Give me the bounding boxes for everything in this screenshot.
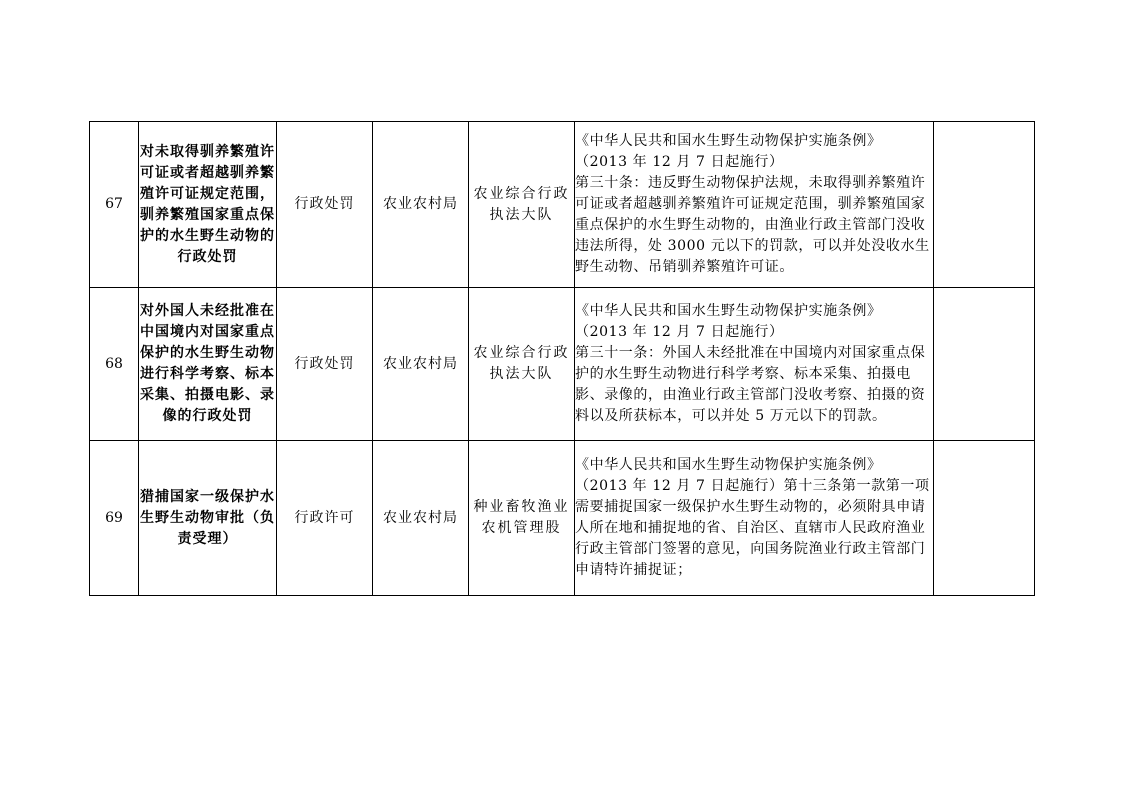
- basis-date: （2013 年 12 月 7 日起施行）: [575, 154, 784, 170]
- item-legal-basis: [575, 122, 934, 288]
- basis-title: 《中华人民共和国水生野生动物保护实施条例》: [575, 457, 882, 473]
- basis-text: 第三十一条：外国人未经批准在中国境内对国家重点保护的水生野生动物进行科学考察、标本采集、拍摄电影、录像的，由渔业行政主管部门没收考察、拍摄的资料以及所获标本，可以并处 5 万元以下的罚款。: [575, 345, 926, 424]
- item-name: 对未取得驯养繁殖许可证或者超越驯养繁殖许可证规定范围，驯养繁殖国家重点保护的水生野生动物的行政处罚: [139, 122, 277, 288]
- row-number: 67: [90, 122, 139, 288]
- row-number: 69: [90, 441, 139, 596]
- item-name: 猎捕国家一级保护水生野生动物审批（负责受理）: [139, 441, 277, 596]
- item-department: 农业农村局: [373, 288, 469, 441]
- item-legal-basis: [575, 288, 934, 441]
- basis-title: 《中华人民共和国水生野生动物保护实施条例》: [575, 303, 882, 319]
- item-name: 对外国人未经批准在中国境内对国家重点保护的水生野生动物进行科学考察、标本采集、拍摄电影、录像的行政处罚: [139, 288, 277, 441]
- table-row: [90, 441, 1035, 596]
- basis-text: 需要捕捉国家一级保护水生野生动物的，必须附具申请人所在地和捕捉地的省、自治区、直辖市人民政府渔业行政主管部门签署的意见，向国务院渔业行政主管部门申请特许捕捉证；: [575, 499, 926, 578]
- basis-text: 第三十条：违反野生动物保护法规，未取得驯养繁殖许可证或者超越驯养繁殖许可证规定范围，驯养繁殖国家重点保护的水生野生动物的，由渔业行政主管部门没收违法所得，处 3000 元以下的罚款，可以并处没收水生野生动物、吊销驯养繁殖许可证。: [575, 175, 930, 275]
- item-department: 农业农村局: [373, 122, 469, 288]
- item-unit: 种业畜牧渔业农机管理股: [469, 441, 575, 596]
- row-number: 68: [90, 288, 139, 441]
- item-type: 行政处罚: [277, 288, 373, 441]
- item-type: 行政处罚: [277, 122, 373, 288]
- basis-date: （2013 年 12 月 7 日起施行）: [575, 324, 784, 340]
- item-department: 农业农村局: [373, 441, 469, 596]
- item-remark: [934, 288, 1035, 441]
- table-row: [90, 288, 1035, 441]
- item-unit: 农业综合行政执法大队: [469, 122, 575, 288]
- item-remark: [934, 441, 1035, 596]
- basis-title: 《中华人民共和国水生野生动物保护实施条例》: [575, 133, 882, 149]
- item-legal-basis: [575, 441, 934, 596]
- basis-date: （2013 年 12 月 7 日起施行）第十三条第一款第一项: [575, 478, 930, 494]
- table-row: [90, 122, 1035, 288]
- item-remark: [934, 122, 1035, 288]
- item-unit: 农业综合行政执法大队: [469, 288, 575, 441]
- items-table: [89, 121, 1035, 596]
- item-type: 行政许可: [277, 441, 373, 596]
